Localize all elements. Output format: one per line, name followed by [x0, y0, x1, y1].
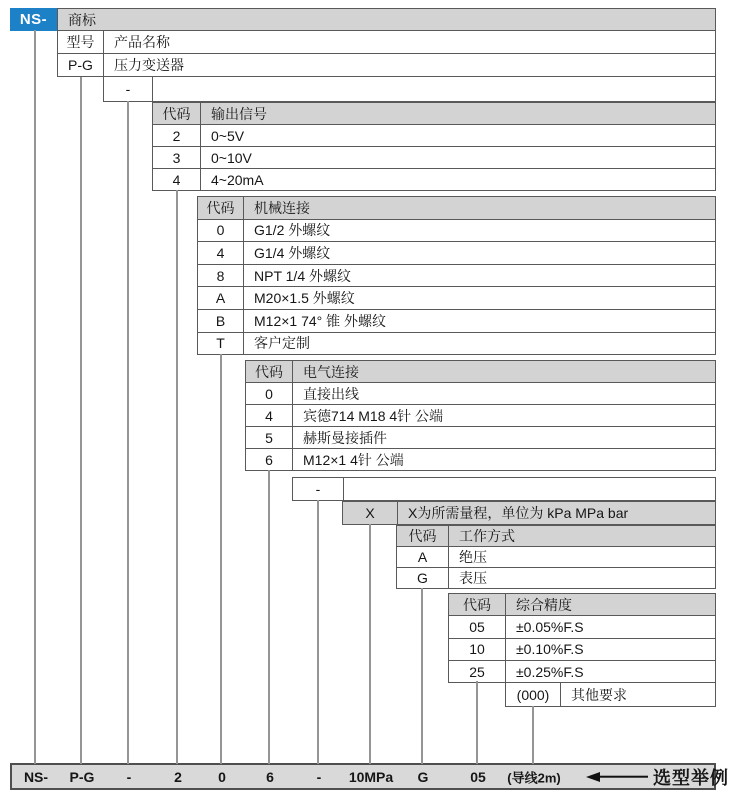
desc-cell: 压力变送器	[114, 57, 184, 73]
example-label: 选型举例	[653, 767, 729, 788]
desc-cell: 产品名称	[114, 34, 170, 50]
connector-line	[476, 681, 478, 764]
desc-cell: 绝压	[459, 549, 487, 565]
desc-cell: ±0.10%F.S	[516, 641, 584, 658]
code-cell: 8	[198, 265, 244, 287]
table-row	[197, 219, 716, 243]
example-segment: (导线2m)	[507, 770, 561, 785]
table-row	[152, 124, 716, 147]
code-cell: 3	[153, 147, 201, 168]
accuracy-other-row	[505, 682, 716, 707]
example-segment: G	[417, 768, 429, 785]
model-row	[57, 30, 716, 54]
desc-cell: 综合精度	[516, 596, 572, 613]
table-row	[197, 264, 716, 288]
separator-row	[292, 477, 716, 501]
desc-cell: G1/4 外螺纹	[254, 244, 331, 261]
table-row	[396, 546, 716, 568]
trademark-row	[57, 8, 716, 31]
table-row	[245, 426, 716, 449]
table-header-row	[245, 360, 716, 383]
table-row	[448, 615, 716, 638]
table-row	[245, 448, 716, 471]
table-header-row	[396, 525, 716, 547]
code-cell: A	[397, 547, 449, 567]
desc-cell: 电气连接	[303, 363, 359, 380]
desc-cell: 赫斯曼接插件	[303, 429, 387, 446]
code-cell: G	[397, 568, 449, 588]
separator-row	[103, 76, 716, 102]
code-cell: 型号	[58, 31, 104, 53]
code-cell: 0	[198, 220, 244, 242]
code-cell: B	[198, 310, 244, 332]
table-row	[197, 332, 716, 356]
desc-cell: X为所需量程，单位为 kPa MPa bar	[408, 505, 629, 521]
table-row	[245, 382, 716, 405]
table-row	[197, 286, 716, 310]
desc-cell: 机械连接	[254, 199, 310, 216]
arrow-line	[598, 775, 648, 778]
code-cell: 代码	[449, 594, 506, 615]
table-row	[152, 146, 716, 169]
example-segment: NS-	[23, 768, 49, 785]
desc-cell: 0~5V	[211, 127, 245, 144]
code-cell: T	[198, 333, 244, 355]
connector-line	[34, 30, 36, 764]
code-cell: 代码	[397, 526, 449, 546]
code-cell: 5	[246, 427, 293, 448]
code-cell: 代码	[198, 197, 244, 219]
code-cell: 4	[198, 242, 244, 264]
code-cell: 05	[449, 616, 506, 637]
desc-cell	[344, 478, 715, 500]
desc-cell: M12×1 74° 锥 外螺纹	[254, 312, 387, 329]
code-cell: -	[293, 478, 344, 500]
desc-cell: NPT 1/4 外螺纹	[254, 267, 351, 284]
connector-line	[176, 190, 178, 764]
code-cell: 2	[153, 125, 201, 146]
example-bar	[10, 763, 729, 790]
desc-cell: 宾德714 M18 4针 公端	[303, 407, 444, 424]
example-segment: 10MPa	[348, 768, 394, 785]
connector-line	[268, 470, 270, 764]
table-row	[152, 168, 716, 191]
code-cell: 10	[449, 639, 506, 660]
table-header-row	[448, 593, 716, 616]
connector-line	[127, 101, 129, 764]
table-row	[448, 660, 716, 683]
code-cell: 代码	[246, 361, 293, 382]
desc-cell: 客户定制	[254, 335, 310, 352]
code-cell: A	[198, 287, 244, 309]
desc-cell: ±0.25%F.S	[516, 663, 584, 680]
table-row	[197, 241, 716, 265]
connector-line	[532, 706, 534, 764]
code-cell: (000)	[506, 683, 561, 706]
connector-line	[369, 524, 371, 764]
code-cell: 4	[153, 169, 201, 190]
connector-line	[220, 354, 222, 764]
desc-cell: 4~20mA	[211, 171, 264, 188]
desc-cell: M12×1 4针 公端	[303, 451, 404, 468]
desc-cell: ±0.05%F.S	[516, 618, 584, 635]
connector-line	[421, 588, 423, 764]
connector-line	[317, 500, 319, 764]
code-cell: X	[343, 502, 398, 524]
example-segment: 05	[470, 768, 486, 785]
desc-cell: G1/2 外螺纹	[254, 222, 331, 239]
table-header-row	[197, 196, 716, 220]
desc-cell: M20×1.5 外螺纹	[254, 290, 355, 307]
desc-cell: 直接出线	[303, 385, 359, 402]
example-segment: 6	[266, 768, 274, 785]
code-cell: 代码	[153, 103, 201, 124]
example-segment: -	[316, 768, 322, 785]
table-row	[448, 638, 716, 661]
example-segment: 2	[174, 768, 182, 785]
left-arrow-icon	[586, 772, 600, 782]
desc-cell: 其他要求	[571, 686, 627, 703]
example-segment: P-G	[69, 768, 95, 785]
desc-cell: 工作方式	[459, 528, 515, 544]
example-segment: -	[126, 768, 132, 785]
example-segment: 0	[218, 768, 226, 785]
code-cell: -	[104, 77, 153, 101]
table-row	[245, 404, 716, 427]
table-row	[197, 309, 716, 333]
table-row	[396, 567, 716, 589]
desc-cell: 表压	[459, 570, 487, 586]
desc-cell	[153, 77, 715, 101]
brand-prefix-badge: NS-	[10, 8, 57, 31]
desc-cell: 0~10V	[211, 149, 252, 166]
code-cell: 4	[246, 405, 293, 426]
range-row	[342, 501, 716, 525]
code-cell: P-G	[58, 54, 104, 76]
code-cell: 6	[246, 449, 293, 470]
trademark-label: 商标	[68, 11, 96, 28]
model-row	[57, 53, 716, 77]
connector-line	[80, 77, 82, 764]
code-cell: 25	[449, 661, 506, 682]
table-header-row	[152, 102, 716, 125]
code-cell: 0	[246, 383, 293, 404]
desc-cell: 输出信号	[211, 105, 267, 122]
